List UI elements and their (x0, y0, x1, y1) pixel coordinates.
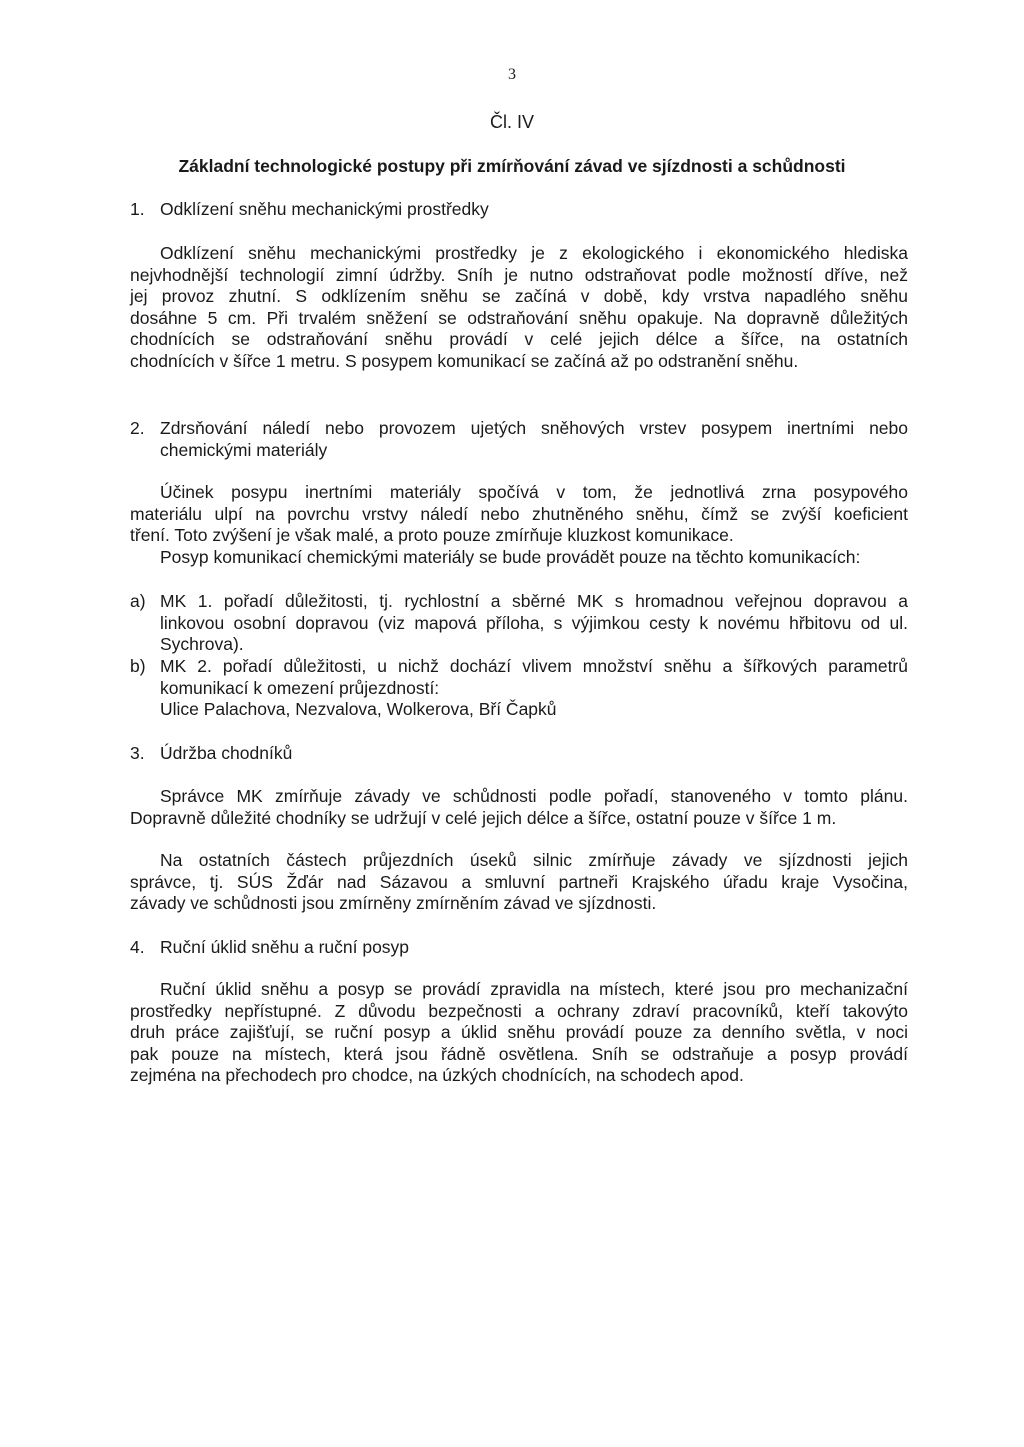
text-line: materiálu ulpí na povrchu vrstvy náledí nebo zhutněného sněhu, čímž se zvýší koeficient (130, 503, 908, 524)
section-1-paragraph (130, 243, 908, 372)
text-line: nejvhodnější technologií zimní údržby. Sníh je nutno odstraňovat podle možností dříve, než (130, 264, 908, 285)
text-line: chodnících se odstraňování sněhu provádí v celé jejich délce a šířce, na ostatních (130, 329, 908, 349)
text-line: Odklízení sněhu mechanickými prostředky je z ekologického i ekonomického hlediska (160, 243, 908, 263)
text-line: zejména na přechodech pro chodce, na úzkých chodnících, na schodech apod. (130, 1065, 744, 1085)
text-line: MK 2. pořadí důležitosti, u nichž dochází vlivem množství sněhu a šířkových parametrů (160, 656, 908, 676)
text-line: Účinek posypu inertními materiály spočívá v tom, že jednotlivá zrna posypového (160, 482, 908, 502)
section-title: Ruční úklid sněhu a ruční posyp (160, 937, 410, 957)
text-line: Dopravně důležité chodníky se udržují v celé jejich délce a šířce, ostatní pouze v šířce 1 m. (130, 807, 837, 828)
text-line: Posyp komunikací chemickými materiály se bude provádět pouze na těchto komunikacích: (160, 546, 861, 567)
text-line: Na ostatních částech průjezdních úseků silnic zmírňuje závady ve sjízdnosti jejich (160, 850, 908, 870)
chapter-heading: Základní technologické postupy při zmírňování závad ve sjízdnosti a schůdnosti (178, 156, 846, 176)
section-3-paragraph-2 (130, 850, 908, 915)
text-line: závady ve schůdnosti jsou zmírněny zmírněním závad ve sjízdnosti. (130, 893, 657, 913)
section-number: 4. (130, 937, 145, 957)
text-line: dosáhne 5 cm. Při trvalém sněžení se odstraňování sněhu opakuje. Na dopravně důležitých (130, 307, 908, 328)
text-line: správce, tj. SÚS Žďár nad Sázavou a smluvní partneři Krajského úřadu kraje Vysočina, (130, 871, 908, 892)
section-title: Odklízení sněhu mechanickými prostředky (160, 199, 489, 219)
section-number: 3. (130, 743, 145, 763)
section-4-paragraph (130, 979, 908, 1087)
section-title: Údržba chodníků (160, 743, 293, 763)
page-number: 3 (508, 66, 516, 83)
text-line: MK 1. pořadí důležitosti, tj. rychlostní a sběrné MK s hromadnou veřejnou dopravou a (160, 591, 908, 611)
text-line: Ruční úklid sněhu a posyp se provádí zpravidla na místech, které jsou pro mechanizační (160, 979, 908, 999)
text-line: jej provoz zhutní. S odklízením sněhu se začíná v době, kdy vrstva napadlého sněhu (130, 286, 908, 306)
text-line: pak pouze na místech, která jsou řádně osvětlena. Sníh se odstraňuje a posyp provádí (130, 1043, 908, 1064)
text-line: chodnících v šířce 1 metru. S posypem komunikací se začíná až po odstranění sněhu. (130, 350, 799, 371)
text-line: druh práce zajišťují, se ruční posyp a úklid sněhu provádí pouze za denního světla, v noci (130, 1022, 908, 1042)
section-title-line: chemickými materiály (160, 439, 328, 460)
list-item-a-label: a) (130, 591, 146, 611)
section-number: 1. (130, 199, 145, 219)
section-3-paragraph-1 (130, 786, 908, 829)
text-line: linkovou osobní dopravou (viz mapová příloha, s výjimkou cesty k novému hřbitovu od ul. (160, 612, 908, 633)
section-title-line: Zdrsňování náledí nebo provozem ujetých sněhových vrstev posypem inertními nebo (160, 418, 908, 438)
list-item-b (160, 656, 908, 721)
list-item-b-label: b) (130, 656, 146, 676)
text-line: Sychrova). (160, 634, 244, 654)
text-line: Ulice Palachova, Nezvalova, Wolkerova, Bří Čapků (160, 699, 557, 719)
text-line: komunikací k omezení průjezdností: (160, 677, 440, 698)
section-2-number: 2. (130, 418, 145, 438)
list-item-a (160, 591, 908, 656)
text-line: prostředky nepřístupné. Z důvodu bezpečnosti a ochrany zdraví pracovníků, kteří takovýto (130, 1000, 908, 1021)
text-line: Správce MK zmírňuje závady ve schůdnosti podle pořadí, stanoveného v tomto plánu. (160, 786, 908, 806)
section-2-title (160, 418, 908, 461)
article-label: Čl. IV (489, 112, 534, 132)
section-2-paragraph (130, 482, 908, 568)
text-line: tření. Toto zvýšení je však malé, a proto pouze zmírňuje kluzkost komunikace. (130, 525, 734, 545)
